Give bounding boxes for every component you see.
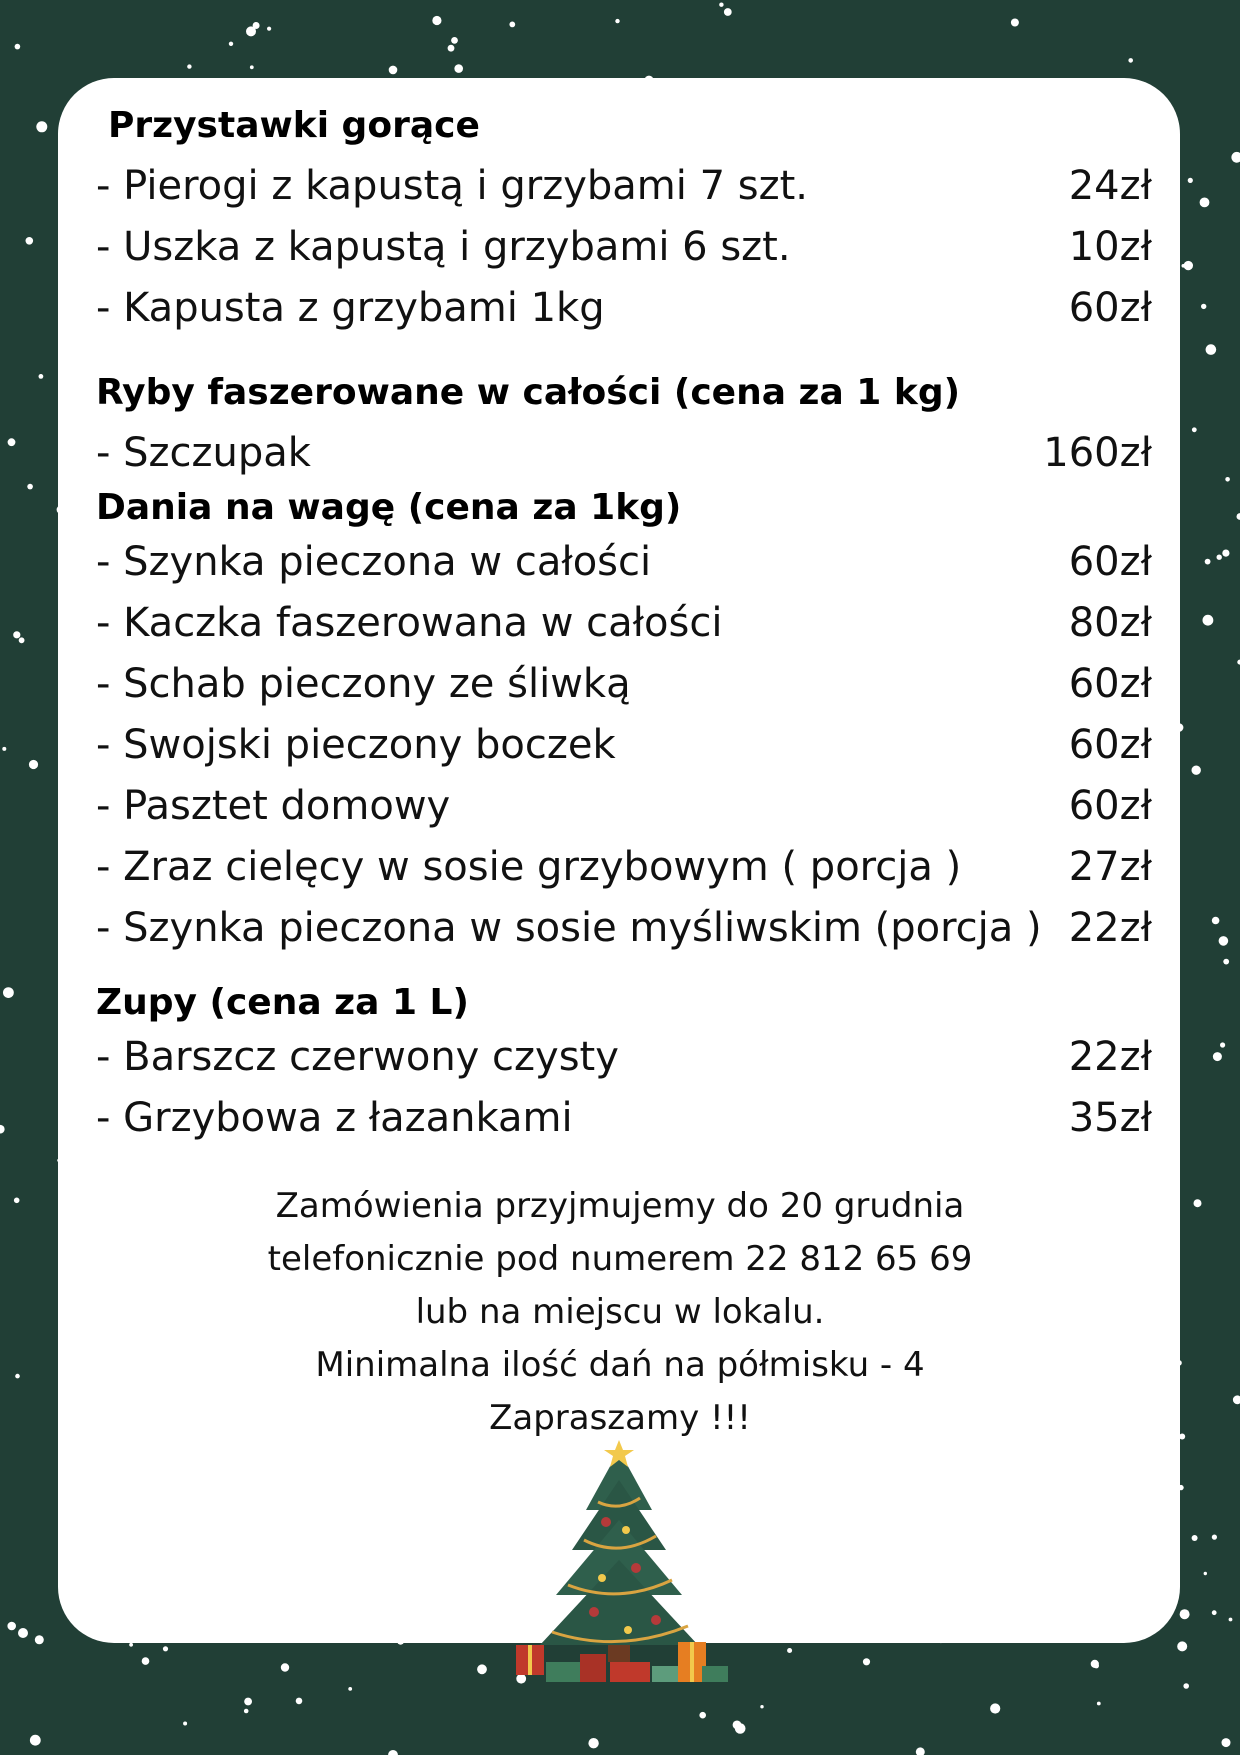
- snow-dot: [229, 42, 233, 46]
- order-info-line: Minimalna ilość dań na półmisku - 4: [315, 1345, 925, 1385]
- snow-dot: [1233, 1395, 1240, 1404]
- order-info-line: telefonicznie pod numerem 22 812 65 69: [267, 1239, 973, 1279]
- order-info-line: Zapraszamy !!!: [489, 1398, 751, 1438]
- snow-dot: [244, 1709, 249, 1714]
- snow-dot: [1205, 559, 1211, 565]
- snow-dot: [1213, 1052, 1222, 1061]
- snow-dot: [1179, 1434, 1185, 1440]
- snow-dot: [451, 37, 458, 44]
- menu-item: [96, 156, 1152, 217]
- snow-dot: [1212, 1610, 1217, 1615]
- snow-dot: [1201, 304, 1206, 309]
- item-name: - Pasztet domowy: [96, 783, 451, 829]
- item-name: - Zraz cielęcy w sosie grzybowym ( porcja ): [96, 844, 962, 890]
- menu-item: [96, 532, 1152, 593]
- snow-dot: [1091, 1660, 1099, 1668]
- item-price: 60zł: [1068, 661, 1152, 707]
- snow-dot: [588, 1738, 598, 1748]
- item-price: 60zł: [1068, 722, 1152, 768]
- snow-dot: [1200, 198, 1210, 208]
- menu-item: [96, 217, 1152, 278]
- item-name: - Kaczka faszerowana w całości: [96, 600, 723, 646]
- item-name: - Barszcz czerwony czysty: [96, 1034, 619, 1080]
- item-price: 60zł: [1068, 539, 1152, 585]
- christmas-tree-icon: [506, 1440, 732, 1690]
- snow-dot: [1128, 58, 1133, 63]
- snow-dot: [1220, 1042, 1225, 1047]
- item-price: 10zł: [1068, 224, 1152, 270]
- menu-item: [96, 593, 1152, 654]
- menu-item: [96, 837, 1152, 898]
- section-title-przystawki: Przystawki gorące: [108, 105, 480, 146]
- snow-dot: [13, 631, 20, 638]
- snow-dot: [36, 121, 47, 132]
- order-info: [160, 1180, 1080, 1445]
- item-price: 22zł: [1068, 1034, 1152, 1080]
- item-name: - Pierogi z kapustą i grzybami 7 szt.: [96, 163, 808, 209]
- snow-dot: [14, 1198, 20, 1204]
- snow-dot: [39, 374, 44, 379]
- snow-dot: [1217, 555, 1222, 560]
- item-name: - Uszka z kapustą i grzybami 6 szt.: [96, 224, 791, 270]
- snow-dot: [448, 45, 455, 52]
- snow-dot: [1206, 344, 1217, 355]
- snow-dot: [30, 1735, 41, 1746]
- item-name: - Kapusta z grzybami 1kg: [96, 285, 605, 331]
- snow-dot: [163, 1646, 168, 1651]
- menu-item: [96, 423, 1152, 484]
- snow-dot: [615, 19, 619, 23]
- snow-dot: [18, 1628, 28, 1638]
- item-price: 22zł: [1068, 905, 1152, 951]
- snow-dot: [29, 760, 38, 769]
- snow-dot: [1212, 917, 1220, 925]
- item-price: 80zł: [1068, 600, 1152, 646]
- snow-dot: [15, 44, 21, 50]
- snow-dot: [281, 1663, 289, 1671]
- menu-item: [96, 278, 1152, 339]
- snow-dot: [388, 1750, 398, 1755]
- snow-dot: [1188, 178, 1193, 183]
- snow-dot: [1222, 1738, 1231, 1747]
- snow-dot: [250, 65, 254, 69]
- snow-dot: [1192, 427, 1197, 432]
- snow-dot: [129, 1643, 133, 1647]
- snow-dot: [787, 1648, 792, 1653]
- item-name: - Schab pieczony ze śliwką: [96, 661, 631, 707]
- snow-dot: [26, 237, 34, 245]
- item-price: 60zł: [1068, 783, 1152, 829]
- snow-dot: [244, 1698, 252, 1706]
- snow-dot: [477, 1664, 487, 1674]
- snow-dot: [1204, 1572, 1207, 1575]
- snow-dot: [699, 1712, 706, 1719]
- item-price: 160zł: [1043, 430, 1152, 476]
- snow-dot: [183, 1722, 187, 1726]
- order-info-line: lub na miejscu w lokalu.: [415, 1292, 825, 1332]
- snow-dot: [1237, 513, 1240, 520]
- snow-dot: [1097, 1702, 1101, 1706]
- snow-dot: [1223, 959, 1229, 965]
- snow-dot: [187, 64, 191, 68]
- item-name: - Szynka pieczona w całości: [96, 539, 652, 585]
- snow-dot: [1183, 1683, 1189, 1689]
- item-name: - Swojski pieczony boczek: [96, 722, 616, 768]
- snow-dot: [1203, 615, 1214, 626]
- section-title-ryby: Ryby faszerowane w całości (cena za 1 kg): [96, 372, 961, 413]
- snow-dot: [0, 1125, 5, 1134]
- snow-dot: [1180, 1609, 1190, 1619]
- item-name: - Szynka pieczona w sosie myśliwskim (porcja ): [96, 905, 1042, 951]
- snow-dot: [1184, 261, 1193, 270]
- snow-dot: [1192, 1535, 1198, 1541]
- snow-dot: [733, 1721, 742, 1730]
- snow-dot: [1011, 19, 1019, 27]
- snow-dot: [8, 438, 16, 446]
- snow-dot: [3, 987, 14, 998]
- menu-item: [96, 776, 1152, 837]
- snow-dot: [454, 64, 463, 73]
- item-name: - Grzybowa z łazankami: [96, 1095, 573, 1141]
- item-name: - Szczupak: [96, 430, 311, 476]
- snow-dot: [348, 1687, 352, 1691]
- snow-dot: [990, 1703, 1000, 1713]
- menu-item: [96, 1027, 1152, 1088]
- snow-dot: [719, 2, 723, 6]
- section-title-dania: Dania na wagę (cena za 1kg): [96, 487, 682, 528]
- snow-dot: [19, 637, 25, 643]
- snow-dot: [142, 1657, 150, 1665]
- menu-item: [96, 1088, 1152, 1149]
- snow-dot: [509, 22, 515, 28]
- snow-dot: [1219, 936, 1229, 946]
- snow-dot: [389, 66, 398, 75]
- snow-dot: [1212, 1535, 1217, 1540]
- menu-item: [96, 654, 1152, 715]
- item-price: 60zł: [1068, 285, 1152, 331]
- snow-dot: [916, 1747, 925, 1755]
- snow-dot: [296, 1698, 303, 1705]
- item-price: 24zł: [1068, 163, 1152, 209]
- menu-content: [96, 102, 1156, 1149]
- snow-dot: [1231, 152, 1240, 163]
- menu-item: [96, 898, 1152, 959]
- snow-dot: [2, 747, 6, 751]
- snow-dot: [1229, 1618, 1233, 1622]
- snow-dot: [724, 8, 732, 16]
- item-price: 27zł: [1068, 844, 1152, 890]
- snow-dot: [760, 1705, 763, 1708]
- snow-dot: [35, 1635, 44, 1644]
- section-title-zupy: Zupy (cena za 1 L): [96, 982, 469, 1023]
- snow-dot: [432, 16, 441, 25]
- snow-dot: [1192, 766, 1201, 775]
- snow-dot: [1177, 1641, 1187, 1651]
- order-info-line: Zamówienia przyjmujemy do 20 grudnia: [275, 1186, 965, 1226]
- snow-dot: [15, 1374, 20, 1379]
- item-price: 35zł: [1068, 1095, 1152, 1141]
- snow-dot: [1222, 550, 1229, 557]
- snow-dot: [863, 1658, 870, 1665]
- snow-dot: [246, 26, 256, 36]
- menu-item: [96, 715, 1152, 776]
- snow-dot: [1194, 1199, 1202, 1207]
- snow-dot: [27, 484, 33, 490]
- snow-dot: [267, 27, 271, 31]
- snow-dot: [7, 1622, 16, 1631]
- snow-dot: [1225, 477, 1230, 482]
